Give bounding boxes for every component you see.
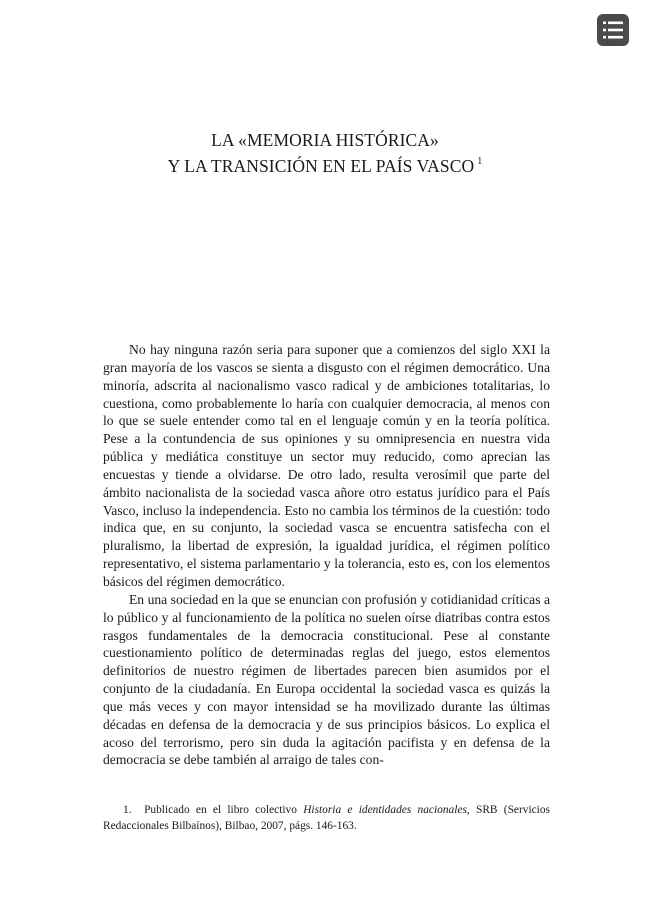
chapter-title-line-2 [0,151,650,177]
list-menu-icon [602,20,624,40]
footnote-text-after: , SRB (Servicios Redaccionales Bilbaínos), Bilbao, 2007, págs. 146-163. [103,804,550,832]
body-text [103,341,550,769]
body-paragraph-1: No hay ninguna razón seria para suponer que a comienzos del siglo XXI la gran mayoría de los vascos se sienta a disgusto con el régimen democrático. Una minoría, adscrita al nacionalismo vasco radical y de ambiciones totalitarias, lo cuestiona, como probablemente lo haría con cualquier democracia, al menos con lo que se suele entender como tal en el lenguaje común y en la teoría política. Pese a la contundencia de sus opiniones y su omnipresencia en nuestra vida pública y mediática constituye un sector muy reducido, como aprecian las encuestas y tiende a olvidarse. De otro lado, resulta verosímil que parte del ámbito nacionalista de la sociedad vasca añore otro estatus jurídico para el País Vasco, incluso la independencia. Esto no cambia los términos de la cuestión: todo indica que, en su conjunto, la sociedad vasca se encuentra satisfecha con el pluralismo, la libertad de expresión, la igualdad jurídica, el régimen político representativo, el sistema parlamentario y la tolerancia, esto es, con los elementos básicos del régimen democrático. [103,342,550,589]
footnote [103,802,550,834]
body-paragraph-2: En una sociedad en la que se enuncian con profusión y cotidianidad críticas a lo público y al funcionamiento de la política no suelen oírse diatribas contra estos rasgos fundamentales de la democracia constitucional. Pese al constante cuestionamiento político de determinadas reglas del juego, estos elementos definitorios de nuestro régimen de libertades parecen bien asumidos por el conjunto de la ciudadanía. En Europa occidental la sociedad vasca es quizás la que más veces y con mayor intensidad se ha movilizado durante las últimas décadas en defensa de la democracia y de sus principios básicos. Lo explica el acoso del terrorismo, pero sin duda la agitación pacifista y en defensa de la democracia se debe también al arraigo de tales con- [103,591,550,768]
chapter-title [0,130,650,177]
menu-button[interactable] [597,14,629,46]
chapter-title-line-2-text: Y LA TRANSICIÓN EN EL PAÍS VASCO [167,156,475,176]
footnote-number: 1. [123,804,132,816]
footnote-reference-marker[interactable]: 1 [477,156,483,167]
footnote-text-before: Publicado en el libro colectivo [144,804,297,816]
chapter-title-line-1: LA «MEMORIA HISTÓRICA» [211,130,439,150]
footnote-book-title: Historia e identidades nacionales [303,804,467,816]
